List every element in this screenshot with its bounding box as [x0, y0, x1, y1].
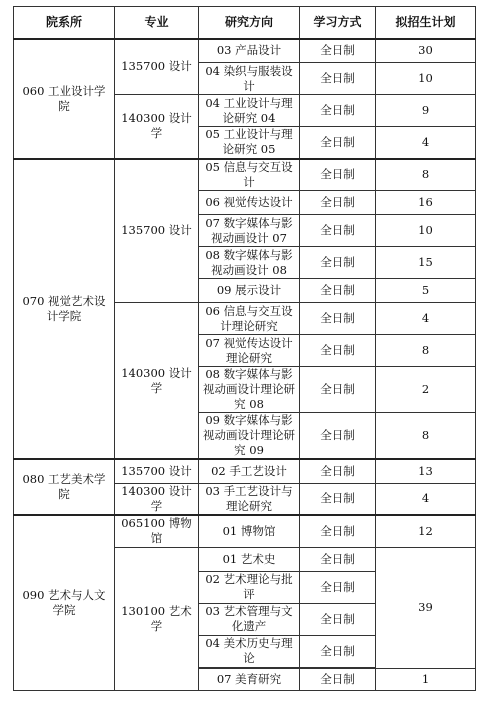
department-cell: 080 工艺美术学院 [14, 459, 115, 515]
plan-cell: 12 [376, 515, 476, 547]
mode-cell: 全日制 [300, 303, 376, 335]
direction-cell: 08 数字媒体与影视动画设计理论研究 08 [199, 367, 300, 413]
direction-cell: 02 艺术理论与批评 [199, 571, 300, 603]
mode-cell: 全日制 [300, 668, 376, 690]
major-cell: 135700 设计 [115, 159, 199, 303]
plan-cell: 2 [376, 367, 476, 413]
direction-cell: 03 手工艺设计与理论研究 [199, 483, 300, 515]
plan-cell: 4 [376, 303, 476, 335]
mode-cell: 全日制 [300, 367, 376, 413]
plan-cell: 8 [376, 413, 476, 460]
header-department: 院系所 [14, 7, 115, 39]
direction-cell: 07 数字媒体与影视动画设计 07 [199, 215, 300, 247]
direction-cell: 06 信息与交互设计理论研究 [199, 303, 300, 335]
plan-cell: 5 [376, 279, 476, 303]
mode-cell: 全日制 [300, 127, 376, 159]
header-major: 专业 [115, 7, 199, 39]
plan-cell: 10 [376, 215, 476, 247]
table-row [14, 39, 476, 63]
mode-cell: 全日制 [300, 413, 376, 460]
header-enrollment-plan: 拟招生计划 [376, 7, 476, 39]
mode-cell: 全日制 [300, 279, 376, 303]
mode-cell: 全日制 [300, 335, 376, 367]
mode-cell: 全日制 [300, 635, 376, 667]
direction-cell: 09 数字媒体与影视动画设计理论研究 09 [199, 413, 300, 460]
table-row [14, 515, 476, 547]
direction-cell: 05 信息与交互设计 [199, 159, 300, 191]
major-cell: 135700 设计 [115, 459, 199, 483]
mode-cell: 全日制 [300, 483, 376, 515]
mode-cell: 全日制 [300, 603, 376, 635]
mode-cell: 全日制 [300, 63, 376, 95]
department-cell: 060 工业设计学院 [14, 39, 115, 159]
direction-cell: 04 染织与服装设计 [199, 63, 300, 95]
direction-cell: 07 视觉传达设计理论研究 [199, 335, 300, 367]
header-row [14, 7, 476, 39]
mode-cell: 全日制 [300, 571, 376, 603]
plan-cell: 16 [376, 191, 476, 215]
plan-cell-shared: 39 [376, 547, 476, 668]
plan-cell: 8 [376, 159, 476, 191]
plan-cell: 9 [376, 95, 476, 127]
major-cell: 140300 设计学 [115, 95, 199, 159]
header-study-mode: 学习方式 [300, 7, 376, 39]
table-row [14, 459, 476, 483]
direction-cell: 06 视觉传达设计 [199, 191, 300, 215]
department-cell: 070 视觉艺术设计学院 [14, 159, 115, 460]
direction-cell: 08 数字媒体与影视动画设计 08 [199, 247, 300, 279]
direction-cell: 09 展示设计 [199, 279, 300, 303]
header-research-direction: 研究方向 [199, 7, 300, 39]
direction-cell: 04 工业设计与理论研究 04 [199, 95, 300, 127]
plan-cell: 1 [376, 668, 476, 690]
mode-cell: 全日制 [300, 215, 376, 247]
plan-cell: 15 [376, 247, 476, 279]
direction-cell: 07 美育研究 [199, 668, 300, 690]
enrollment-plan-table [13, 6, 476, 691]
direction-cell: 02 手工艺设计 [199, 459, 300, 483]
direction-cell: 03 艺术管理与文化遗产 [199, 603, 300, 635]
plan-cell: 10 [376, 63, 476, 95]
mode-cell: 全日制 [300, 159, 376, 191]
direction-cell: 01 博物馆 [199, 515, 300, 547]
direction-cell: 04 美术历史与理论 [199, 635, 300, 667]
direction-cell: 05 工业设计与理论研究 05 [199, 127, 300, 159]
major-cell: 140300 设计学 [115, 303, 199, 460]
direction-cell: 03 产品设计 [199, 39, 300, 63]
mode-cell: 全日制 [300, 247, 376, 279]
major-cell: 140300 设计学 [115, 483, 199, 515]
plan-cell: 13 [376, 459, 476, 483]
plan-cell: 30 [376, 39, 476, 63]
mode-cell: 全日制 [300, 515, 376, 547]
mode-cell: 全日制 [300, 459, 376, 483]
mode-cell: 全日制 [300, 191, 376, 215]
department-cell: 090 艺术与人文学院 [14, 515, 115, 690]
direction-cell: 01 艺术史 [199, 547, 300, 571]
major-cell: 135700 设计 [115, 39, 199, 95]
major-cell: 130100 艺术学 [115, 547, 199, 690]
plan-cell: 4 [376, 483, 476, 515]
mode-cell: 全日制 [300, 95, 376, 127]
mode-cell: 全日制 [300, 39, 376, 63]
mode-cell: 全日制 [300, 547, 376, 571]
plan-cell: 4 [376, 127, 476, 159]
major-cell: 065100 博物馆 [115, 515, 199, 547]
table-row [14, 159, 476, 191]
enrollment-table-container [13, 6, 476, 691]
plan-cell: 8 [376, 335, 476, 367]
